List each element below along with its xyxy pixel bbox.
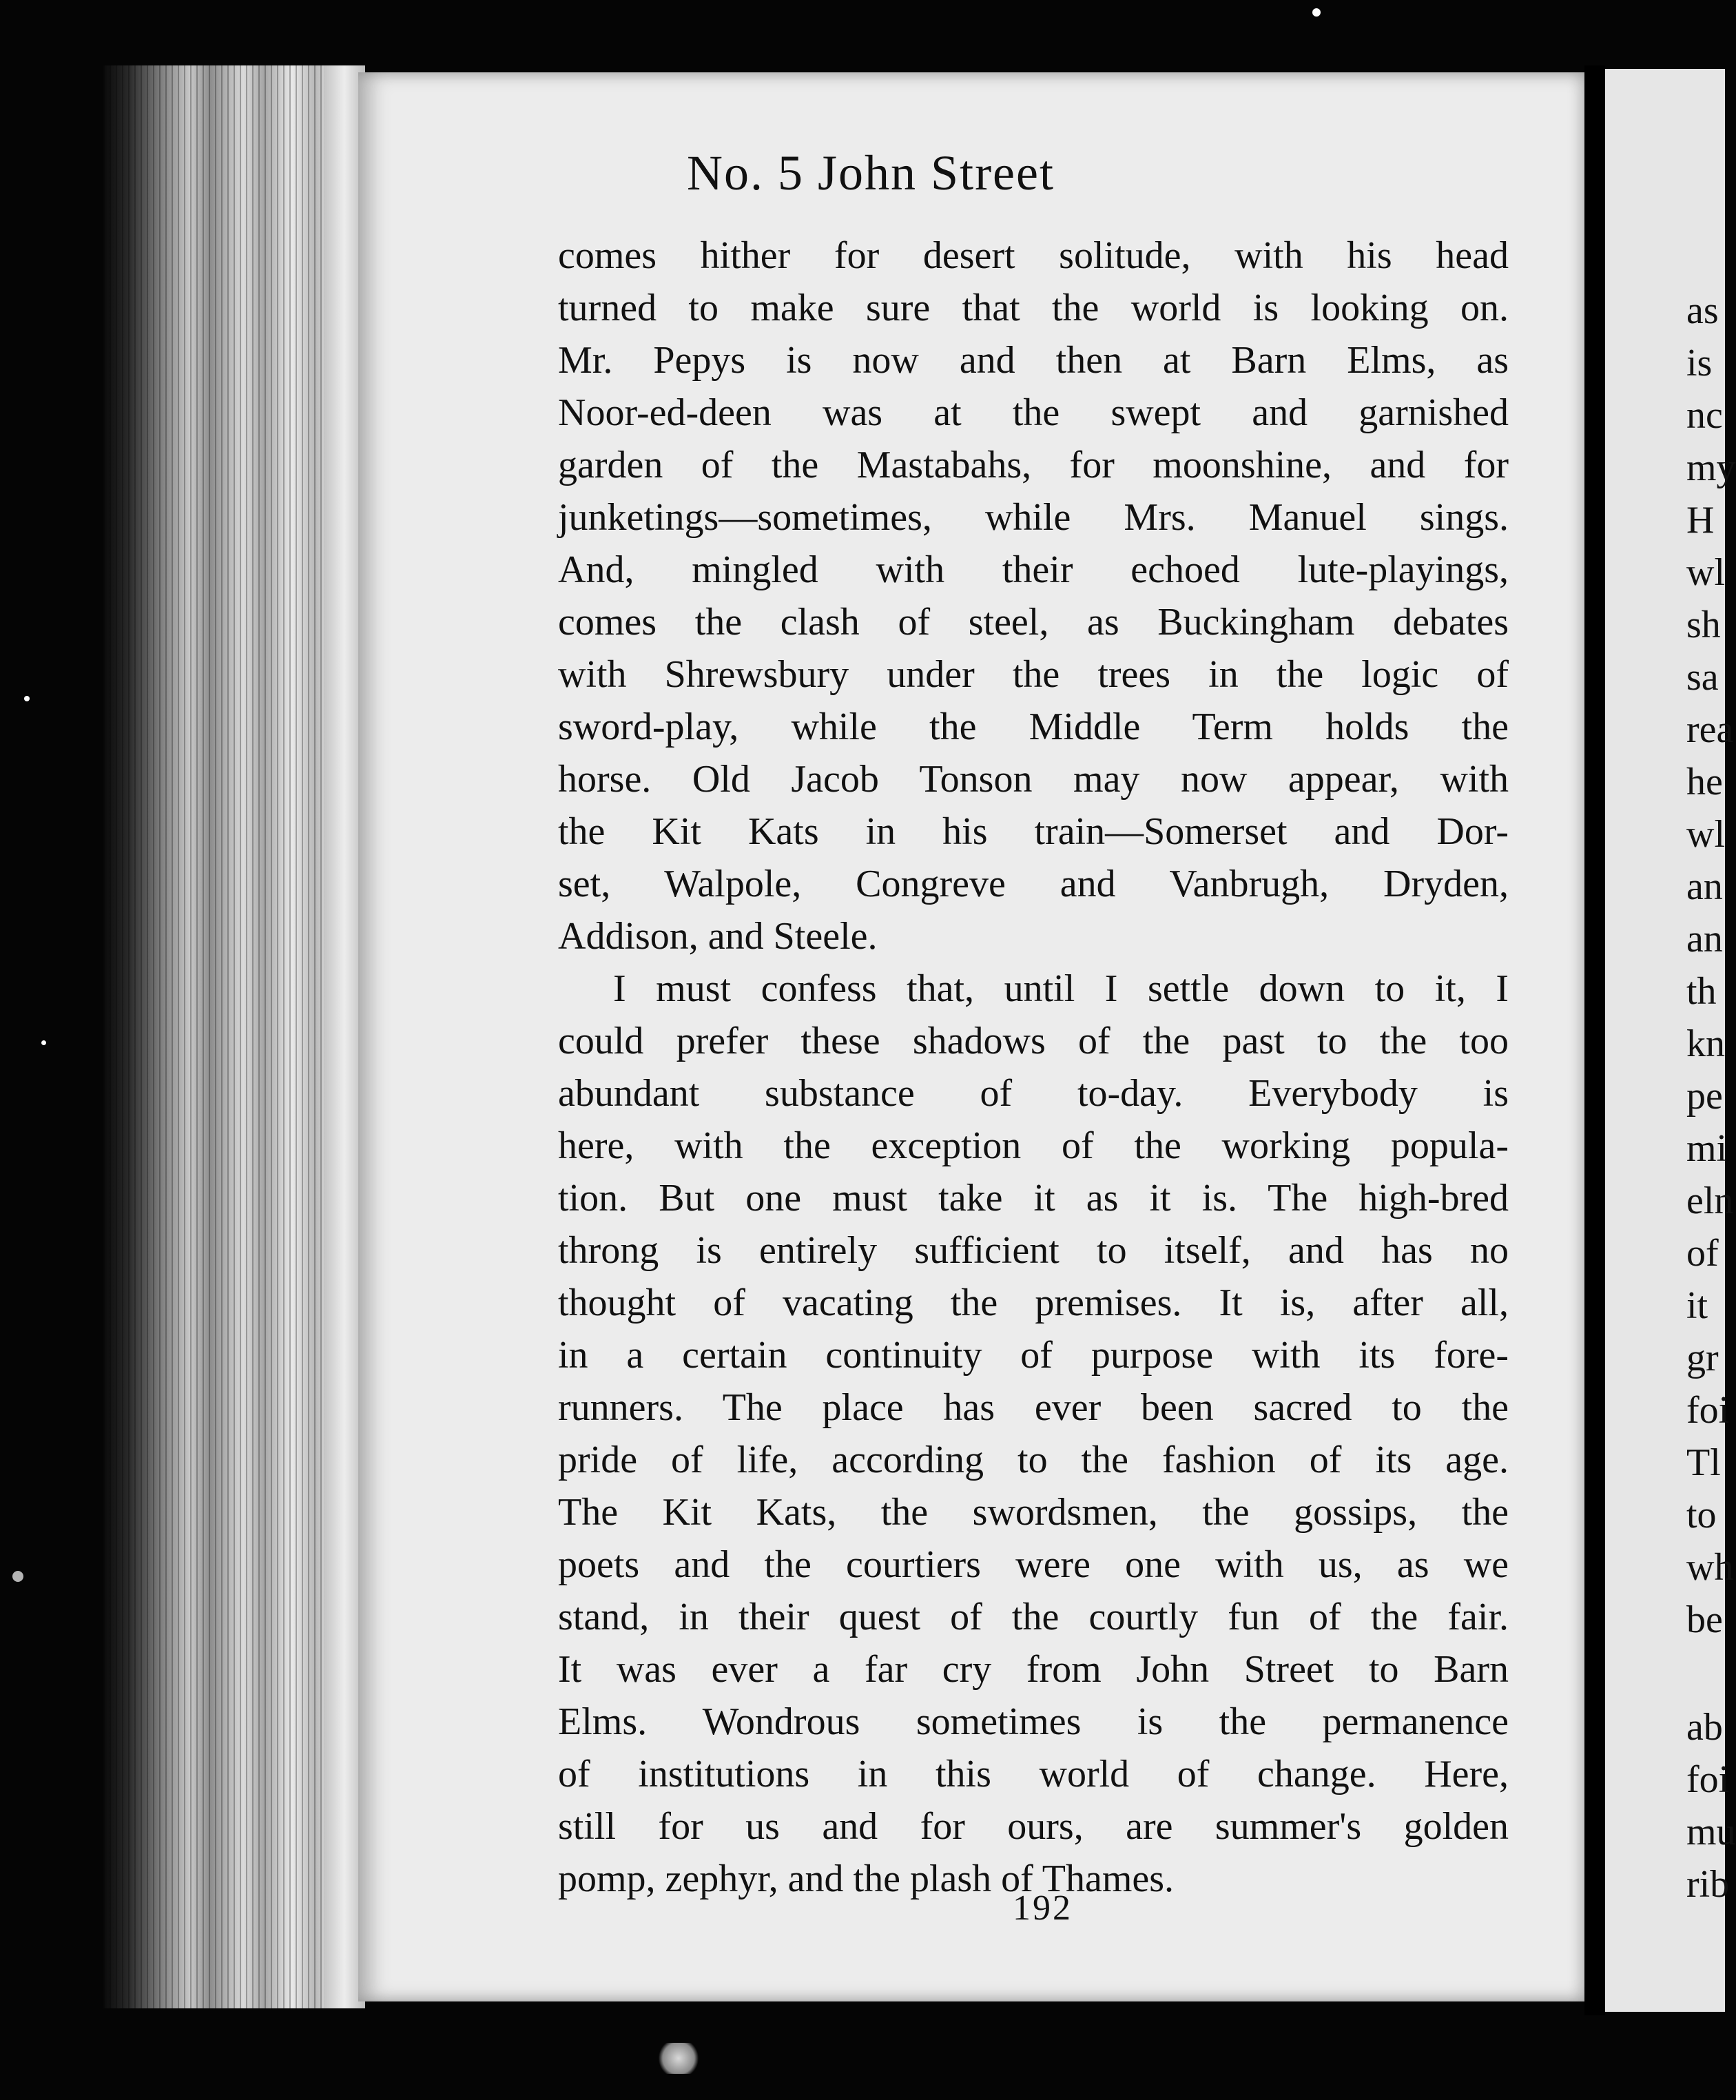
facing-page-fragment: wh [1686, 1546, 1734, 1589]
facing-page-fragment: an [1686, 865, 1723, 908]
facing-page-fragment: rea [1686, 708, 1734, 751]
facing-page-fragment: he [1686, 761, 1723, 803]
facing-page-fragment: be [1686, 1598, 1723, 1641]
body-text [558, 229, 1509, 1905]
text-line: the Kit Kats in his train—Somerset and Dor- [558, 810, 1509, 853]
text-line: still for us and for ours, are summer's golden [558, 1805, 1509, 1848]
text-line: here, with the exception of the working popula- [558, 1124, 1509, 1167]
dust-speck [1312, 8, 1321, 17]
facing-page-fragment: wl [1686, 813, 1725, 856]
running-head-text: No. 5 John Street [687, 145, 1055, 200]
facing-page-fragment: mi [1686, 1127, 1728, 1170]
facing-page-fragment: sa [1686, 656, 1719, 699]
facing-page-fragment: as [1686, 289, 1719, 332]
facing-page-fragment: nc [1686, 394, 1723, 437]
facing-page-fragment: of [1686, 1232, 1719, 1275]
text-line: poets and the courtiers were one with us, as we [558, 1543, 1509, 1586]
text-line: garden of the Mastabahs, for moonshine, and for [558, 444, 1509, 486]
text-line: comes the clash of steel, as Buckingham debates [558, 601, 1509, 644]
text-line: stand, in their quest of the courtly fun of the fair. [558, 1596, 1509, 1638]
facing-page-fragment: an [1686, 918, 1723, 960]
facing-page-fragment: is [1686, 342, 1713, 384]
facing-page-fragment: eln [1686, 1180, 1734, 1222]
text-line: Addison, and Steele. [558, 915, 878, 958]
text-line: set, Walpole, Congreve and Vanbrugh, Dryden, [558, 863, 1509, 905]
facing-page-fragment: th [1686, 970, 1717, 1013]
text-line: thought of vacating the premises. It is, after all, [558, 1281, 1509, 1324]
text-line: pride of life, according to the fashion of its age. [558, 1439, 1509, 1481]
text-line: of institutions in this world of change. Here, [558, 1753, 1509, 1795]
running-head [0, 145, 1725, 202]
page-number: 192 [1013, 1888, 1073, 1928]
text-line: runners. The place has ever been sacred to the [558, 1386, 1509, 1429]
text-line: junketings—sometimes, while Mrs. Manuel sings. [558, 496, 1509, 539]
text-line: with Shrewsbury under the trees in the logic of [558, 653, 1509, 696]
text-line: Mr. Pepys is now and then at Barn Elms, as [558, 339, 1509, 382]
text-line: Elms. Wondrous sometimes is the permanence [558, 1700, 1509, 1743]
text-line: And, mingled with their echoed lute-playings, [558, 548, 1509, 591]
facing-page-fragment: rib [1686, 1863, 1730, 1906]
text-line: Noor-ed-deen was at the swept and garnished [558, 391, 1509, 434]
dust-speck [12, 1571, 23, 1582]
facing-page-fragment: mu [1686, 1811, 1736, 1853]
facing-page-fragment: gr [1686, 1337, 1719, 1379]
facing-page-text [1686, 285, 1736, 1911]
text-line: in a certain continuity of purpose with its fore- [558, 1334, 1509, 1377]
text-line: The Kit Kats, the swordsmen, the gossips, the [558, 1491, 1509, 1534]
text-line: could prefer these shadows of the past to the too [558, 1020, 1509, 1062]
binding-mark [654, 2043, 703, 2074]
book-gutter [1584, 65, 1605, 2015]
facing-page-fragment: sh [1686, 604, 1721, 646]
facing-page-fragment: foi [1686, 1389, 1730, 1432]
dust-speck [41, 1040, 46, 1045]
text-line: tion. But one must take it as it is. The high-bred [558, 1177, 1509, 1219]
text-line: I must confess that, until I settle down to it, I [613, 967, 1509, 1010]
facing-page-fragment: my [1686, 446, 1736, 489]
facing-page-fragment: wl [1686, 551, 1725, 594]
text-line: sword-play, while the Middle Term holds the [558, 706, 1509, 748]
page-edge-lines [103, 65, 358, 2008]
text-line: horse. Old Jacob Tonson may now appear, with [558, 758, 1509, 801]
dust-speck [24, 696, 30, 701]
facing-page-fragment: pe [1686, 1075, 1723, 1118]
facing-page-fragment: to [1686, 1494, 1717, 1536]
facing-page-fragment: it [1686, 1284, 1708, 1327]
text-line: It was ever a far cry from John Street to Barn [558, 1648, 1509, 1691]
text-line: pomp, zephyr, and the plash of Thames. [558, 1857, 1175, 1900]
facing-page-fragment: Tl [1686, 1441, 1721, 1484]
text-line: comes hither for desert solitude, with his head [558, 234, 1509, 277]
text-line: abundant substance of to-day. Everybody is [558, 1072, 1509, 1115]
text-line: throng is entirely sufficient to itself, and has no [558, 1229, 1509, 1272]
facing-page-fragment: ab [1686, 1706, 1723, 1749]
facing-page-fragment: H [1686, 499, 1715, 542]
facing-page-fragment: foi [1686, 1758, 1730, 1801]
facing-page-fragment: kn [1686, 1022, 1725, 1065]
text-line: turned to make sure that the world is looking on. [558, 287, 1509, 329]
